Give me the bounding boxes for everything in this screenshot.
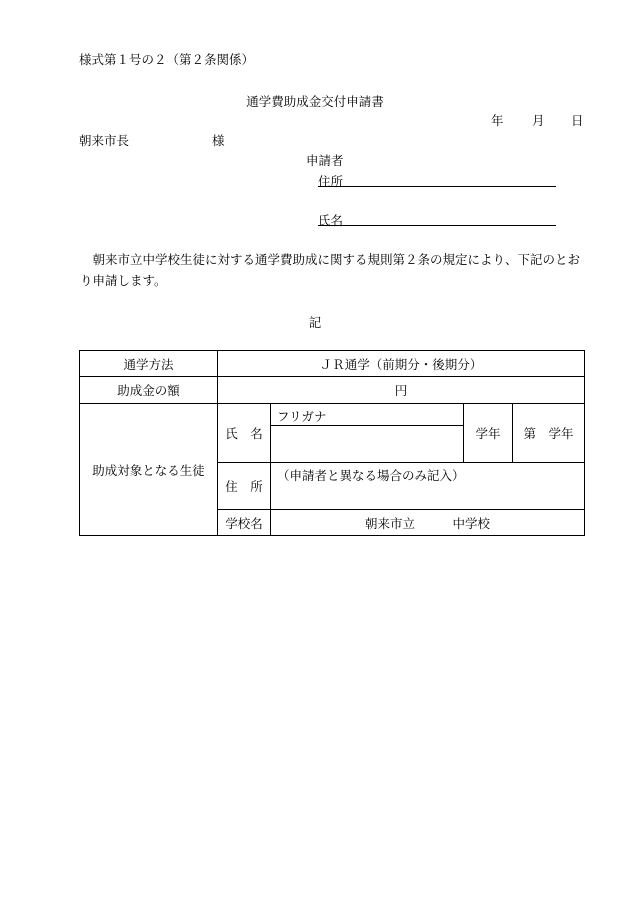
grade-label: 学年: [464, 404, 513, 463]
addressee-name: 朝来市長: [79, 133, 130, 148]
student-address-label: 住 所: [218, 463, 271, 510]
amount-field[interactable]: 円: [218, 377, 585, 404]
furigana-field[interactable]: フリガナ: [271, 404, 464, 426]
page-title: 通学費助成金交付申請書: [246, 94, 384, 109]
student-name-field[interactable]: [271, 426, 464, 463]
ki-heading: 記: [308, 315, 322, 330]
date-month-label: 月: [532, 113, 545, 128]
date-day-label: 日: [571, 113, 584, 128]
form-number: 様式第１号の２（第２条関係）: [79, 52, 255, 67]
body-paragraph: 朝来市立中学校生徒に対する通学費助成に関する規則第２条の規定により、下記のとおり申請します。: [80, 252, 581, 288]
application-table: [79, 350, 585, 536]
target-student-label: 助成対象となる生徒: [80, 404, 218, 536]
school-name-field[interactable]: 朝来市立 中学校: [271, 510, 585, 536]
student-name-label: 氏 名: [218, 404, 271, 463]
applicant-name-label: 氏名: [318, 213, 344, 228]
school-name-label: 学校名: [218, 510, 271, 536]
applicant-address-line[interactable]: [318, 172, 556, 187]
grade-field[interactable]: 第 学年: [513, 404, 585, 463]
applicant-label: 申請者: [306, 153, 344, 168]
commute-method-value: ＪＲ通学（前期分・後期分）: [218, 351, 585, 377]
commute-method-label: 通学方法: [80, 351, 218, 377]
applicant-name-line[interactable]: [318, 211, 556, 226]
applicant-address-label: 住所: [318, 174, 344, 189]
amount-label: 助成金の額: [80, 377, 218, 404]
student-address-field[interactable]: （申請者と異なる場合のみ記入）: [271, 463, 585, 510]
addressee-honorific: 様: [212, 133, 225, 148]
date-year-label: 年: [491, 113, 504, 128]
